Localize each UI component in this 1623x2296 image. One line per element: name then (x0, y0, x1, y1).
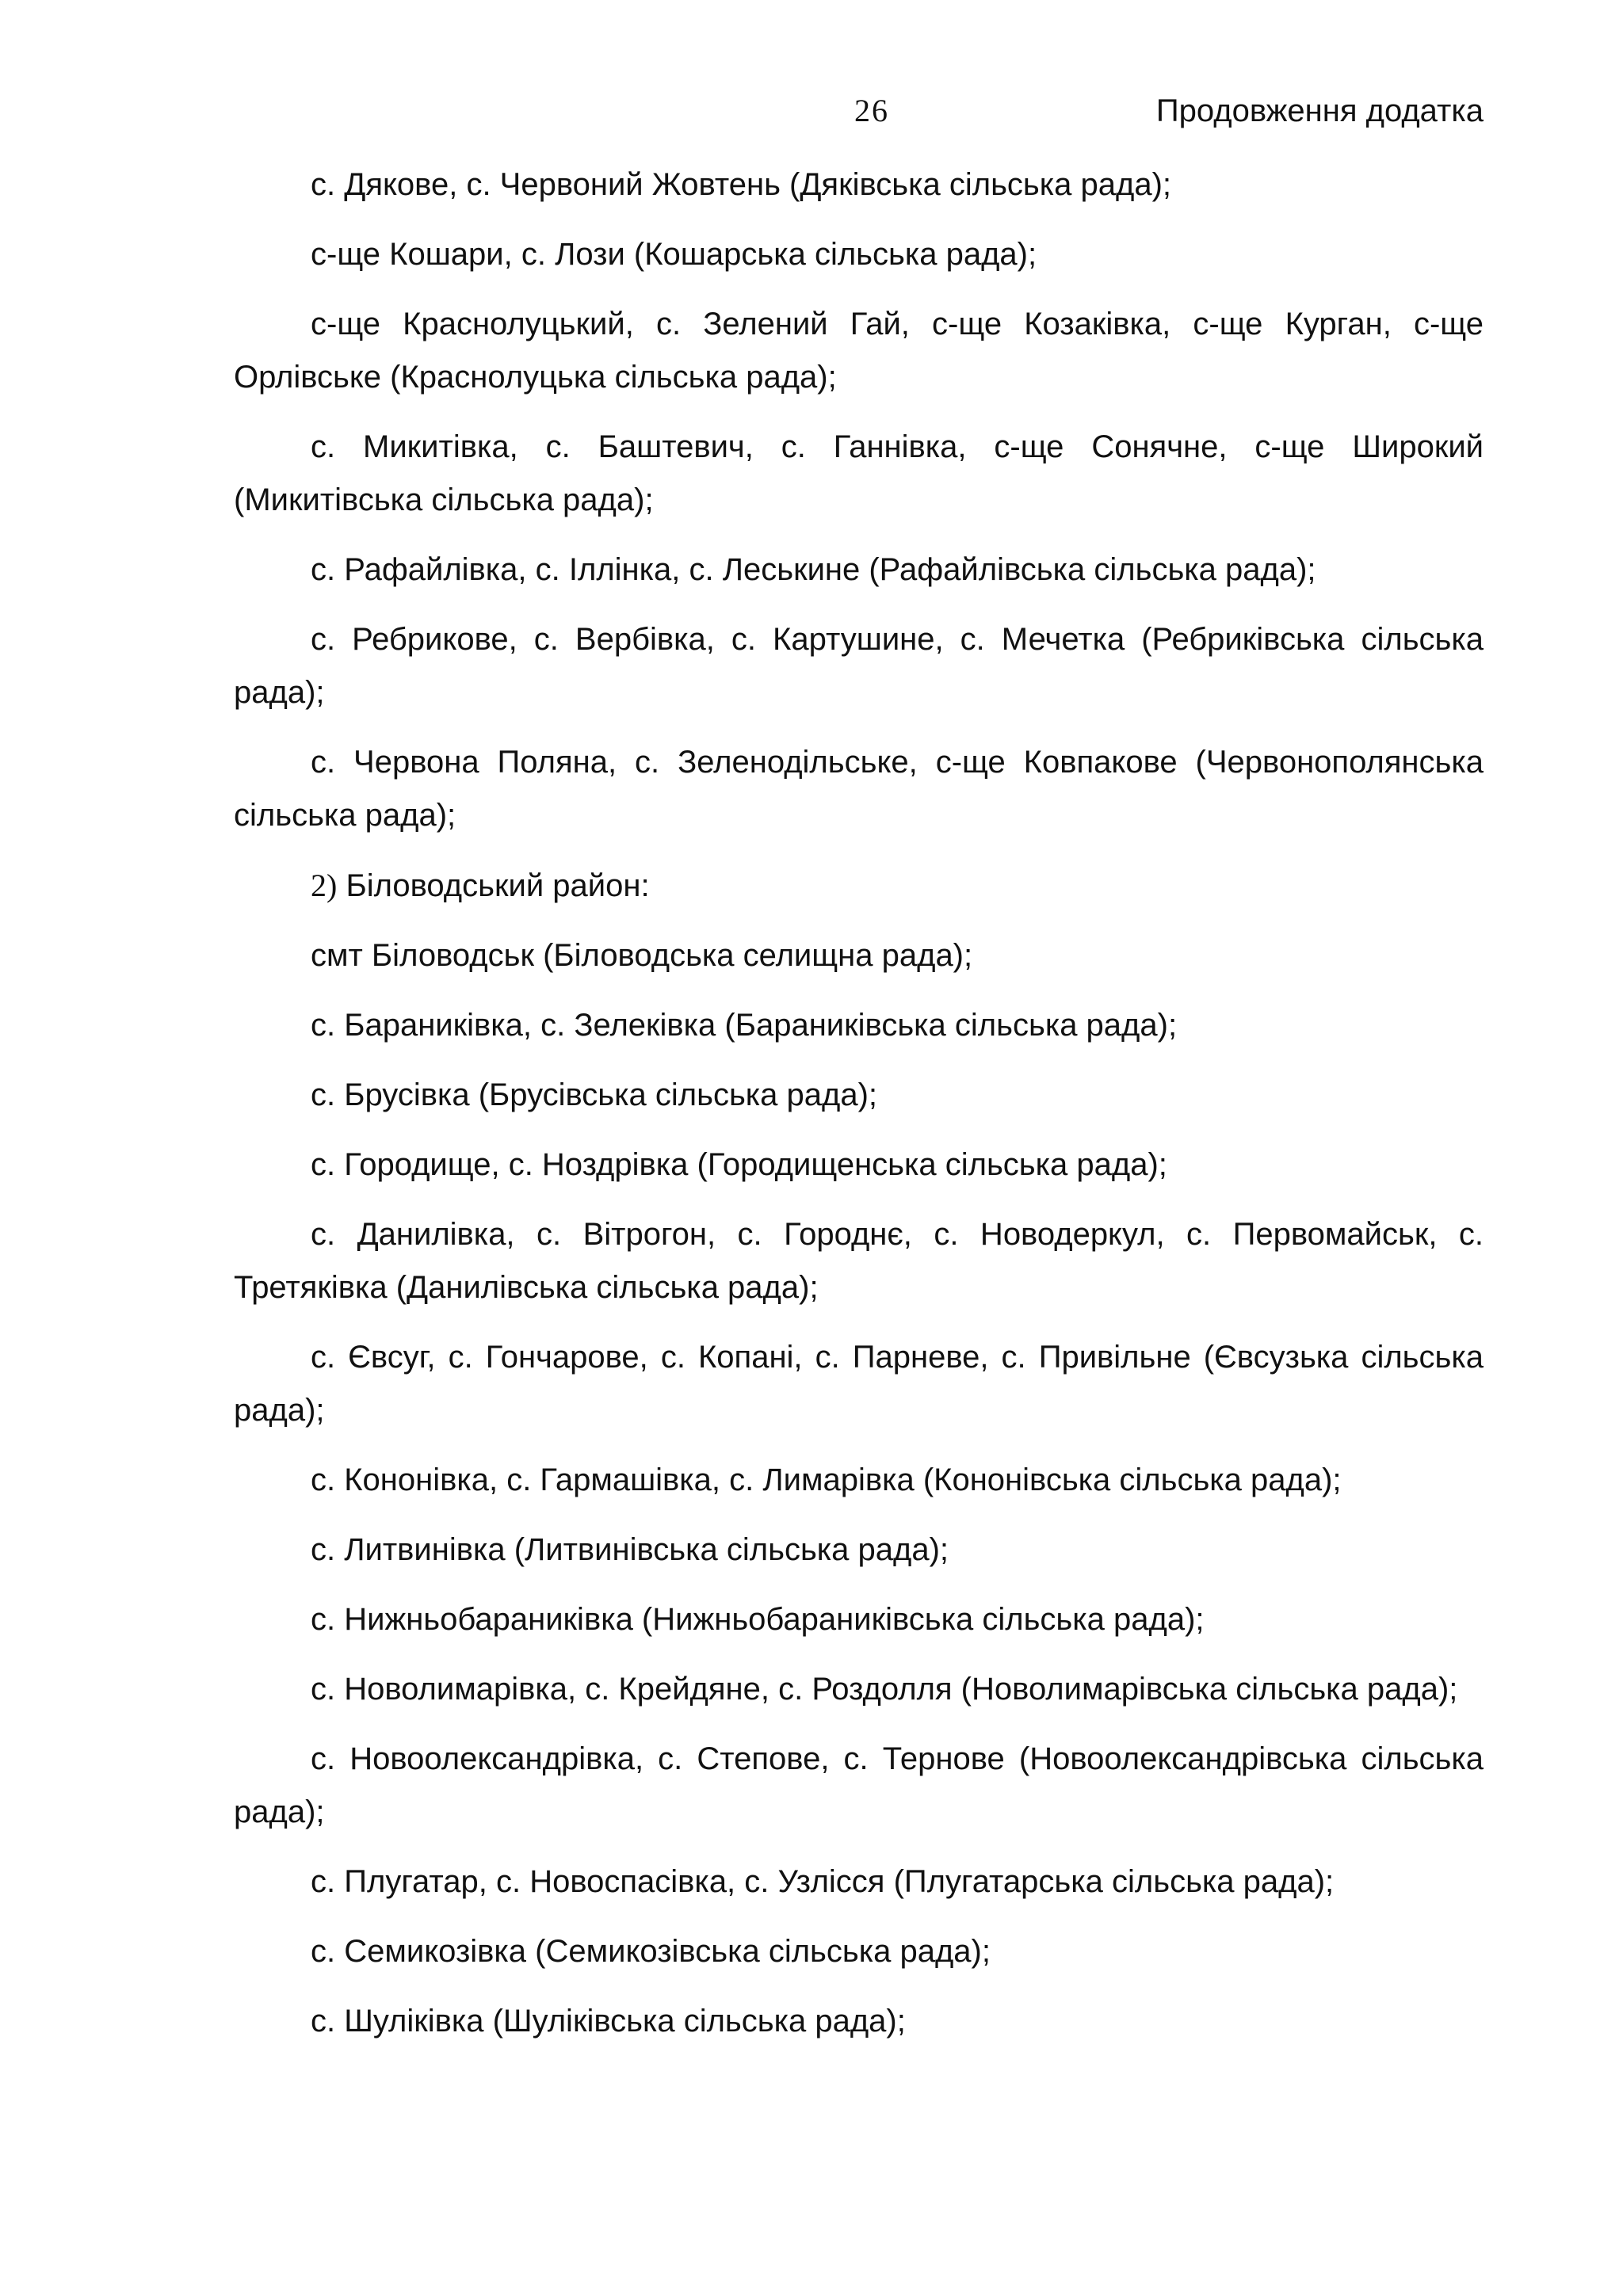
section-title: Біловодський район: (346, 868, 650, 903)
paragraph: с. Кононівка, с. Гармашівка, с. Лимарівка (Кононівська сільська рада); (311, 1463, 1342, 1497)
paragraph: с. Микитівка, с. Баштевич, с. Ганнівка, с-ще Сонячне, с-ще Широкий (Микитівська сільська рада); (234, 429, 1484, 517)
continuation-label: Продовження додатка (1155, 93, 1484, 128)
paragraph: с. Городище, с. Ноздрівка (Городищенська сільська рада); (311, 1147, 1167, 1182)
paragraph: с. Новолимарівка, с. Крейдяне, с. Роздолля (Новолимарівська сільська рада); (311, 1672, 1458, 1707)
paragraph: с-ще Краснолуцький, с. Зелений Гай, с-ще Козаківка, с-ще Курган, с-ще Орлівське (Краснолуцька сільська рада); (234, 307, 1484, 395)
paragraph: с. Рафайлівка, с. Іллінка, с. Леськине (Рафайлівська сільська рада); (311, 552, 1316, 587)
paragraph: с. Литвинівка (Литвинівська сільська рада); (311, 1532, 949, 1567)
paragraph: с. Брусівка (Брусівська сільська рада); (311, 1077, 878, 1112)
paragraph: с. Червона Поляна, с. Зеленодільське, с-ще Ковпакове (Червонополянська сільська рада); (234, 745, 1484, 833)
paragraph: смт Біловодськ (Біловодська селищна рада); (311, 938, 973, 973)
paragraph: с. Семикозівка (Семикозівська сільська рада); (311, 1934, 991, 1969)
paragraph: с. Євсуг, с. Гончарове, с. Копані, с. Парневе, с. Привільне (Євсузька сільська рада); (234, 1340, 1484, 1428)
page-number: 26 (854, 93, 889, 128)
paragraph: с-ще Кошари, с. Лози (Кошарська сільська рада); (311, 237, 1037, 272)
paragraph: с. Дякове, с. Червоний Жовтень (Дяківська сільська рада); (311, 167, 1172, 202)
paragraph: с. Нижньобараниківка (Нижньобараниківська сільська рада); (311, 1602, 1205, 1637)
paragraph: с. Новоолександрівка, с. Степове, с. Тернове (Новоолександрівська сільська рада); (234, 1741, 1484, 1829)
paragraph: с. Бараниківка, с. Зелеківка (Бараниківська сільська рада); (311, 1008, 1178, 1043)
document-body (234, 158, 1484, 2065)
paragraph: с. Ребрикове, с. Вербівка, с. Картушине, с. Мечетка (Ребриківська сільська рада); (234, 622, 1484, 710)
paragraph: с. Данилівка, с. Вітрогон, с. Городнє, с. Новодеркул, с. Первомайськ, с. Третяківка (Данилівська сільська рада); (234, 1217, 1484, 1305)
paragraph: с. Плугатар, с. Новоспасівка, с. Узлісся (Плугатарська сільська рада); (311, 1864, 1335, 1899)
paragraph: с. Шуліківка (Шуліківська сільська рада); (311, 2004, 906, 2039)
section-number: 2) (311, 868, 338, 903)
section-heading (234, 859, 1484, 913)
